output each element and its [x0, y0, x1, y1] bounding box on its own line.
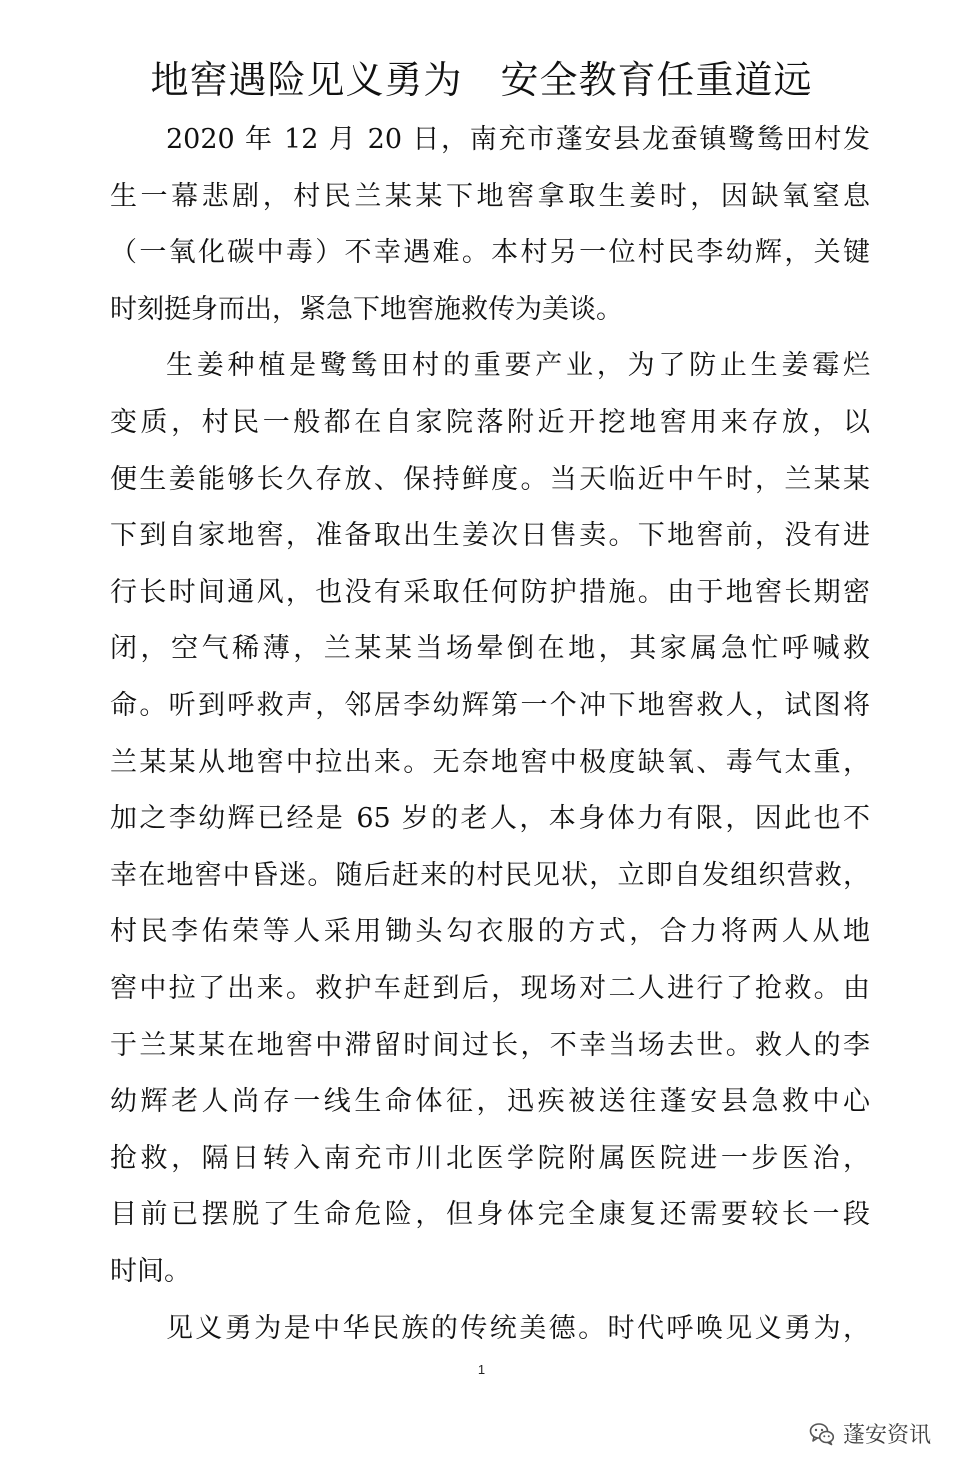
text-line: 下到自家地窖，准备取出生姜次日售卖。下地窖前，没有进 [110, 520, 870, 552]
text-line: （一氧化碳中毒）不幸遇难。本村另一位村民李幼辉，关键 [110, 237, 870, 269]
title-part-2: 安全教育任重道远 [500, 58, 813, 102]
text-line: 便生姜能够长久存放、保持鲜度。当天临近中午时，兰某某 [110, 463, 870, 495]
page-title [0, 52, 963, 108]
text-line: 村民李佑荣等人采用锄头勾衣服的方式，合力将两人从地 [110, 916, 870, 948]
text-line: 幼辉老人尚存一线生命体征，迅疾被送往蓬安县急救中心 [110, 1086, 870, 1118]
text-line: 行长时间通风，也没有采取任何防护措施。由于地窖长期密 [110, 576, 870, 608]
wechat-icon [809, 1422, 835, 1446]
text-line: 窖中拉了出来。救护车赶到后，现场对二人进行了抢救。由 [110, 973, 870, 1004]
text-line: 于兰某某在地窖中滞留时间过长，不幸当场去世。救人的李 [110, 1029, 870, 1061]
text-line: 兰某某从地窖中拉出来。无奈地窖中极度缺氧、毒气太重， [110, 746, 870, 778]
text-line: 目前已摆脱了生命危险，但身体完全康复还需要较长一段 [110, 1199, 870, 1231]
text-line: 生一幕悲剧，村民兰某某下地窖拿取生姜时，因缺氧窒息 [110, 180, 870, 212]
watermark-label: 蓬安资讯 [842, 1423, 931, 1448]
text-line: 见义勇为是中华民族的传统美德。时代呼唤见义勇为， [166, 1312, 870, 1344]
text-line: 时刻挺身而出，紧急下地窖施救传为美谈。 [110, 293, 623, 325]
text-line: 生姜种植是鹭鸶田村的重要产业，为了防止生姜霉烂 [166, 350, 870, 382]
text-line: 抢救，隔日转入南充市川北医学院附属医院进一步医治， [110, 1142, 870, 1174]
text-line: 命。听到呼救声，邻居李幼辉第一个冲下地窖救人，试图将 [110, 690, 870, 721]
text-line: 变质，村民一般都在自家院落附近开挖地窖用来存放，以 [110, 407, 870, 438]
text-line: 2020 年 12 月 20 日，南充市蓬安县龙蚕镇鹭鸶田村发 [166, 124, 870, 155]
text-line: 加之李幼辉已经是 65 岁的老人，本身体力有限，因此也不 [110, 803, 870, 835]
text-line: 闭，空气稀薄，兰某某当场晕倒在地，其家属急忙呼喊救 [110, 633, 870, 665]
text-line: 时间。 [110, 1256, 191, 1287]
page-number: 1 [477, 1362, 486, 1377]
text-line: 幸在地窖中昏迷。随后赶来的村民见状，立即自发组织营救， [110, 859, 870, 891]
watermark [809, 1418, 931, 1449]
title-part-1: 地窖遇险见义勇为 [150, 58, 463, 102]
